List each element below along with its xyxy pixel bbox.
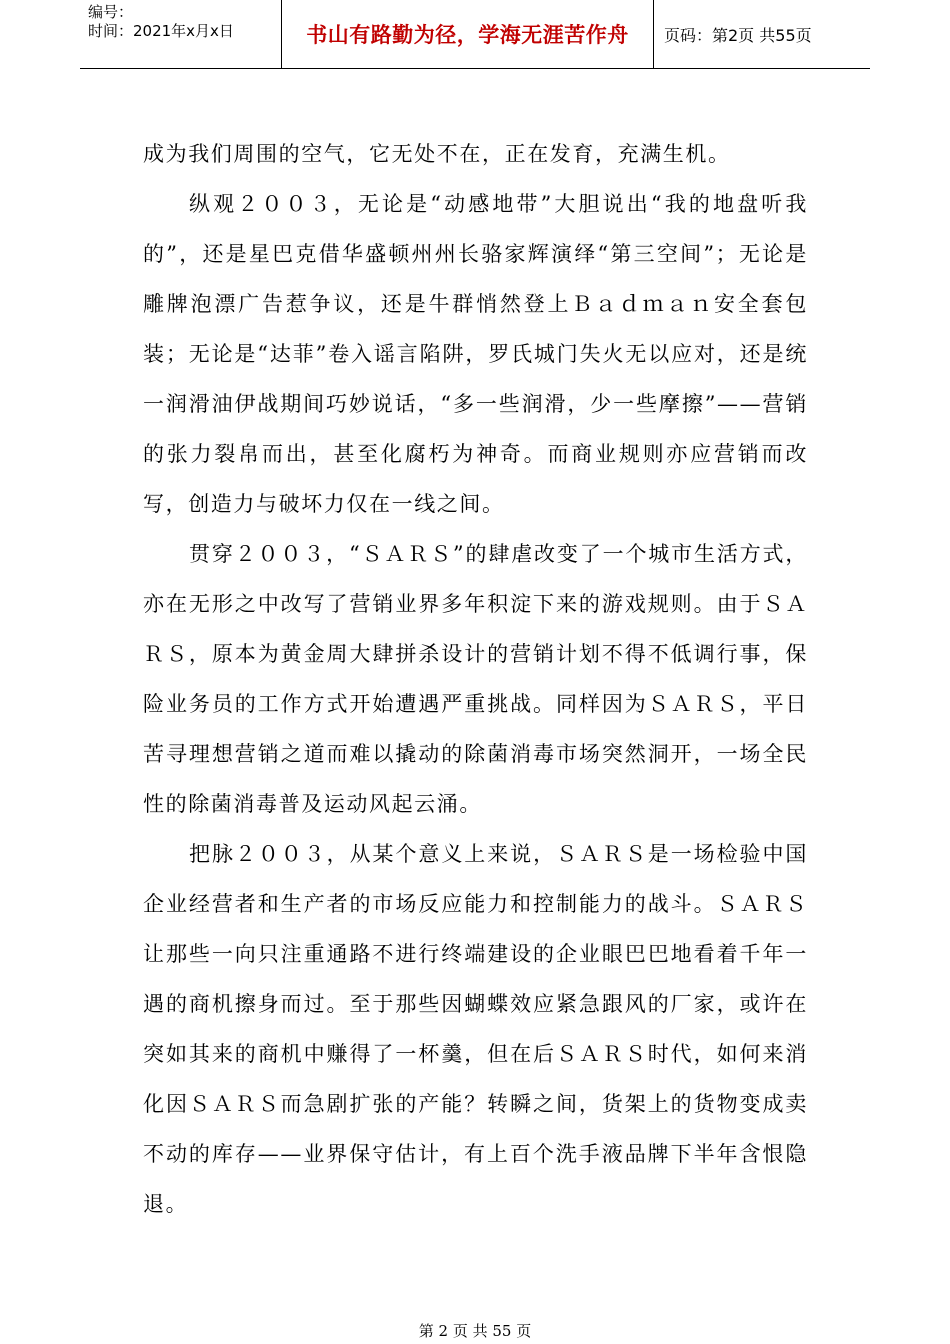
document-body: [143, 129, 808, 1229]
paragraph-review-2003: 纵观２００３，无论是“动感地带”大胆说出“我的地盘听我的”，还是星巴克借华盛顿州州长骆家辉演绎“第三空间”；无论是雕牌泡漂广告惹争议，还是牛群悄然登上Ｂａｄｍａｎ安全套包装；无论是“达菲”卷入谣言陷阱，罗氏城门失火无以应对，还是统一润滑油伊战期间巧妙说话，“多一些润滑，少一些摩擦”——营销的张力裂帛而出，甚至化腐朽为神奇。而商业规则亦应营销而改写，创造力与破坏力仅在一线之间。: [143, 192, 808, 516]
page-footer: 第 2 页 共 55 页: [418, 1322, 532, 1340]
header-motto-cell: [282, 0, 654, 68]
document-id-label: 编号：: [88, 3, 134, 21]
header-page-cell: [654, 0, 870, 68]
header-motto: 书山有路勤为径，学海无涯苦作舟: [306, 23, 629, 47]
paragraph-continued: 成为我们周围的空气，它无处不在，正在发育，充满生机。: [143, 142, 731, 166]
paragraph-sars-impact: 贯穿２００３，“ＳＡＲＳ”的肆虐改变了一个城市生活方式，亦在无形之中改写了营销业界多年积淀下来的游戏规则。由于ＳＡＲＳ，原本为黄金周大肆拼杀设计的营销计划不得不低调行事，保险业务员的工作方式开始遭遇严重挑战。同样因为ＳＡＲＳ，平日苦寻理想营销之道而难以撬动的除菌消毒市场突然洞开，一场全民性的除菌消毒普及运动风起云涌。: [143, 542, 808, 816]
paragraph-sars-analysis: 把脉２００３，从某个意义上来说，ＳＡＲＳ是一场检验中国企业经营者和生产者的市场反应能力和控制能力的战斗。ＳＡＲＳ让那些一向只注重通路不进行终端建设的企业眼巴巴地看着千年一遇的商机擦身而过。至于那些因蝴蝶效应紧急跟风的厂家，或许在突如其来的商机中赚得了一杯羹，但在后ＳＡＲＳ时代，如何来消化因ＳＡＲＳ而急剧扩张的产能？转瞬之间，货架上的货物变成卖不动的库存——业界保守估计，有上百个洗手液品牌下半年含恨隐退。: [143, 842, 808, 1216]
header-page-info: 页码：第2页 共55页: [664, 25, 812, 45]
header-meta-cell: [80, 0, 282, 68]
document-time-label: 时间：2021年x月x日: [88, 22, 234, 40]
page-header: [80, 0, 870, 69]
